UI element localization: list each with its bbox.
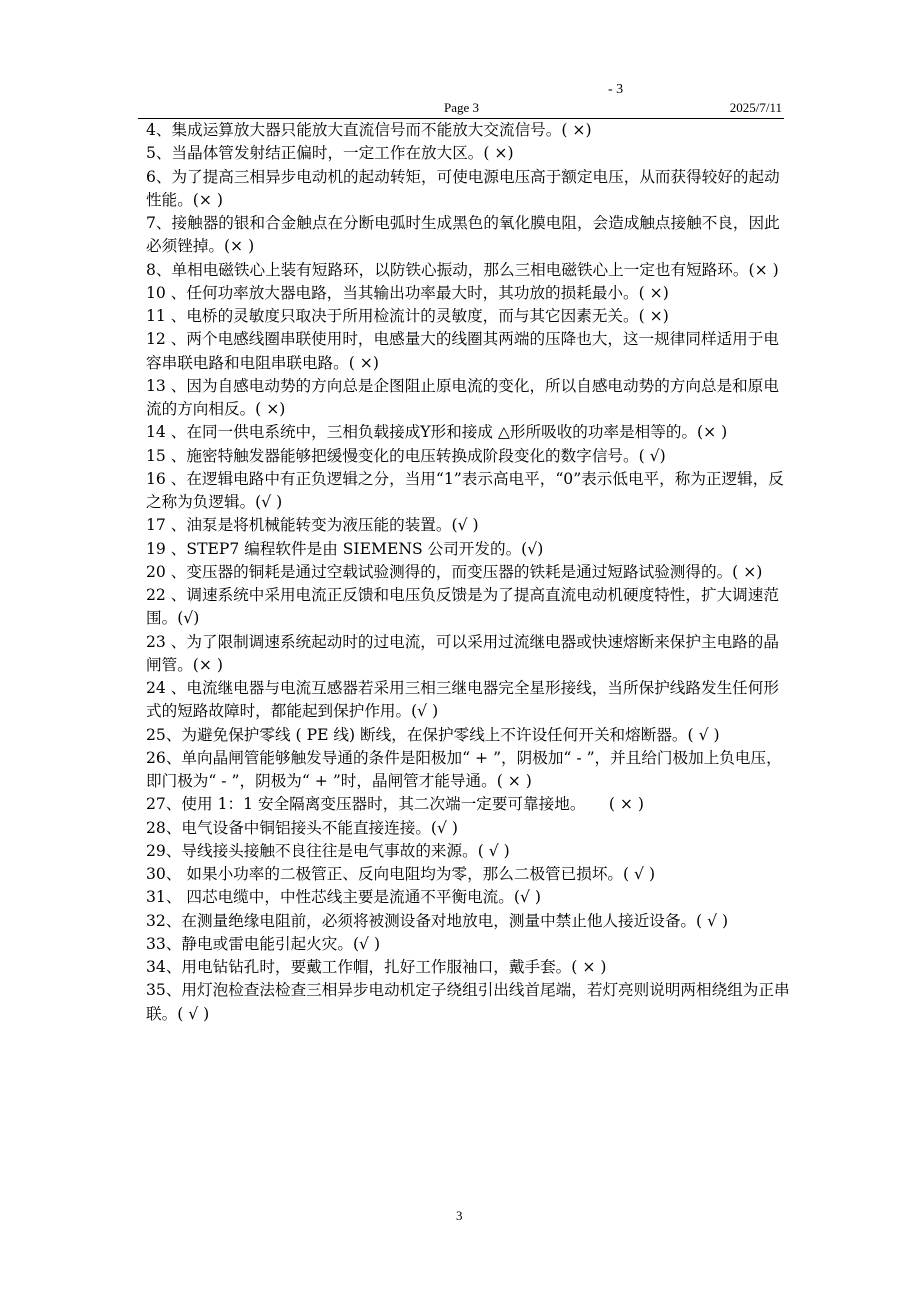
header-date: 2025/7/11 [729,100,782,115]
list-item: 15 、施密特触发器能够把缓慢变化的电压转换成阶段变化的数字信号。( √) [146,446,666,465]
list-item: 34、用电钻钻孔时，要戴工作帽，扎好工作服袖口，戴手套。( × ) [146,958,607,976]
list-item: 14 、在同一供电系统中，三相负载接成Y形和接成 △形所吸收的功率是相等的。(× ) [146,423,728,442]
footer-page-number: 3 [456,1208,463,1223]
list-item: 7、接触器的银和合金触点在分断电弧时生成黑色的氧化膜电阻，会造成触点接触不良，因此必须锉掉。(× ) [146,214,780,256]
list-item: 31、 四芯电缆中，中性芯线主要是流通不平衡电流。(√ ) [146,888,541,907]
list-item: 13 、因为自感电动势的方向总是企图阻止原电流的变化，所以自感电动势的方向总是和原电流的方向相反。( ×) [146,376,779,418]
list-item: 35、用灯泡检查法检查三相异步电动机定子绕组引出线首尾端，若灯亮则说明两相绕组为正串联。( √ ) [146,981,790,1023]
question-list [146,119,794,1026]
list-item: 12 、两个电感线圈串联使用时，电感量大的线圈其两端的压降也大，这一规律同样适用于电容串联电路和电阻串联电路。( ×) [146,330,779,372]
list-item: 33、静电或雷电能引起火灾。(√ ) [146,934,381,953]
list-item: 30、 如果小功率的二极管正、反向电阻均为零，那么二极管已损坏。( √ ) [146,865,656,883]
list-item: 19 、STEP7 编程软件是由 SIEMENS 公司开发的。(√) [146,539,544,558]
list-item: 10 、任何功率放大器电路，当其输出功率最大时，其功放的损耗最小。( ×) [146,283,669,302]
header-page-label: Page 3 [444,100,480,115]
list-item: 11 、电桥的灵敏度只取决于所用检流计的灵敏度，而与其它因素无关。( ×) [146,307,669,325]
list-item: 8、单相电磁铁心上装有短路环，以防铁心振动，那么三相电磁铁心上一定也有短路环。(× ) [146,260,779,279]
list-item: 16 、在逻辑电路中有正负逻辑之分，当用“1”表示高电平，“0”表示低电平，称为正逻辑，反之称为负逻辑。(√ ) [146,469,784,511]
list-item: 4、集成运算放大器只能放大直流信号而不能放大交流信号。( ×) [146,121,592,139]
list-item: 26、单向晶闸管能够触发导通的条件是阳极加“ + ”，阴极加“ - ”，并且给门极加上负电压，即门极为“ - ”，阴极为“ + ”时，晶闸管才能导通。( × ) [146,748,782,790]
list-item: 20 、变压器的铜耗是通过空载试验测得的，而变压器的铁耗是通过短路试验测得的。( ×) [146,562,763,581]
list-item: 28、电气设备中铜铝接头不能直接连接。(√ ) [146,818,458,837]
list-item: 5、当晶体管发射结正偏时，一定工作在放大区。( ×) [146,144,514,163]
list-item: 27、使用 1：1 安全隔离变压器时，其二次端一定要可靠接地。 ( × ) [146,795,644,814]
list-item: 23 、为了限制调速系统起动时的过电流，可以采用过流继电器或快速熔断来保护主电路的晶闸管。(× ) [146,632,779,674]
list-item: 29、导线接头接触不良往往是电气事故的来源。( √ ) [146,841,510,860]
list-item: 32、在测量绝缘电阻前，必须将被测设备对地放电，测量中禁止他人接近设备。( √ ) [146,911,729,930]
list-item: 25、为避免保护零线 ( PE 线) 断线，在保护零线上不许设任何开关和熔断器。( √ ) [146,725,720,744]
top-page-number: - 3 [608,82,624,97]
page-header [138,98,784,119]
list-item: 17 、油泵是将机械能转变为液压能的装置。(√ ) [146,516,479,535]
list-item: 6、为了提高三相异步电动机的起动转矩，可使电源电压高于额定电压，从而获得较好的起动性能。(× ) [146,167,780,209]
list-item: 22 、调速系统中采用电流正反馈和电压负反馈是为了提高直流电动机硬度特性，扩大调速范围。(√) [146,586,779,628]
list-item: 24 、电流继电器与电流互感器若采用三相三继电器完全星形接线，当所保护线路发生任何形式的短路故障时，都能起到保护作用。(√ ) [146,679,779,721]
